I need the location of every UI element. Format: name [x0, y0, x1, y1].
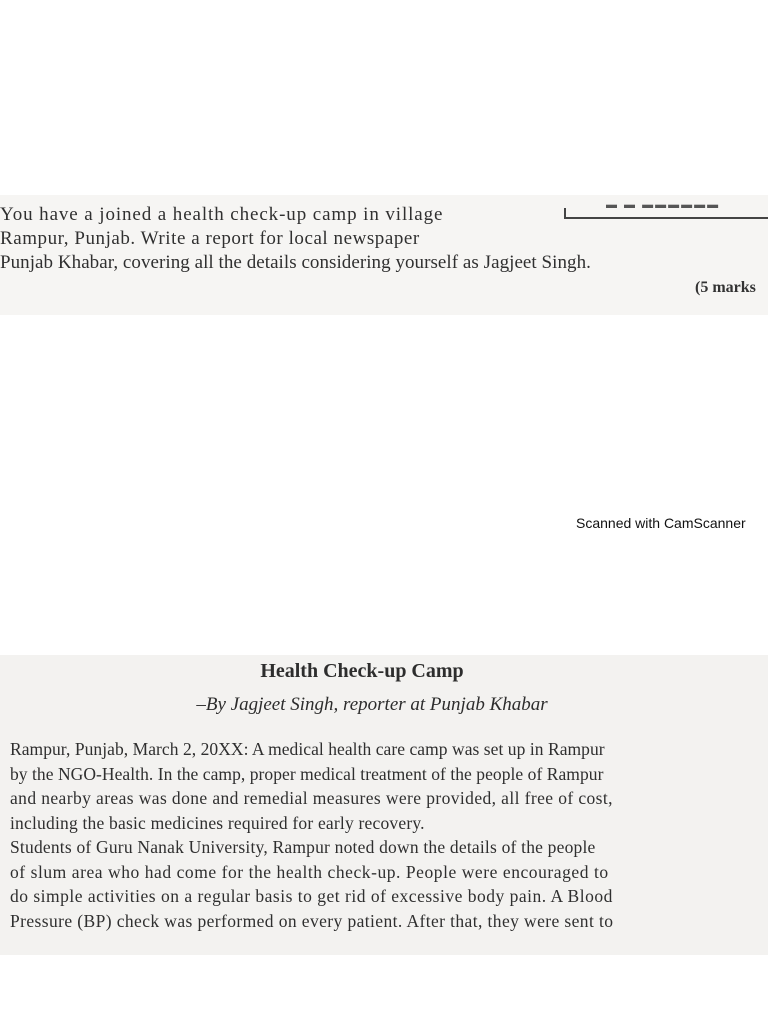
- report-body: [10, 737, 768, 933]
- report-line: do simple activities on a regular basis to get rid of excessive body pain. A Blood: [10, 886, 613, 906]
- report-headline: Health Check-up Camp: [260, 660, 464, 682]
- question-line: Punjab Khabar, covering all the details considering yourself as Jagjeet Singh.: [0, 252, 591, 273]
- report-line: of slum area who had come for the health check-up. People were encouraged to: [10, 861, 609, 882]
- report-line: Students of Guru Nanak University, Rampur noted down the details of the people: [10, 837, 596, 857]
- marks-label: (5 marks: [695, 279, 756, 296]
- report-line: Rampur, Punjab, March 2, 20XX: A medical health care camp was set up in Rampur: [10, 739, 605, 759]
- question-line: Rampur, Punjab. Write a report for local newspaper: [0, 228, 420, 249]
- report-line: and nearby areas was done and remedial measures were provided, all free of cost,: [10, 788, 613, 808]
- report-line: including the basic medicines required for early recovery.: [10, 812, 425, 833]
- report-line: Pressure (BP) check was performed on every patient. After that, they were sent to: [10, 910, 614, 931]
- report-line: by the NGO-Health. In the camp, proper medical treatment of the people of Rampur: [10, 763, 604, 784]
- camscanner-watermark: Scanned with CamScanner: [576, 515, 746, 531]
- question-prompt: [0, 203, 768, 275]
- report-byline: –By Jagjeet Singh, reporter at Punjab Khabar: [196, 694, 548, 715]
- cropped-text-fragment: ▬ ▬ ▬▬▬▬▬▬: [606, 199, 721, 211]
- question-line: You have a joined a health check-up camp in village: [0, 204, 444, 225]
